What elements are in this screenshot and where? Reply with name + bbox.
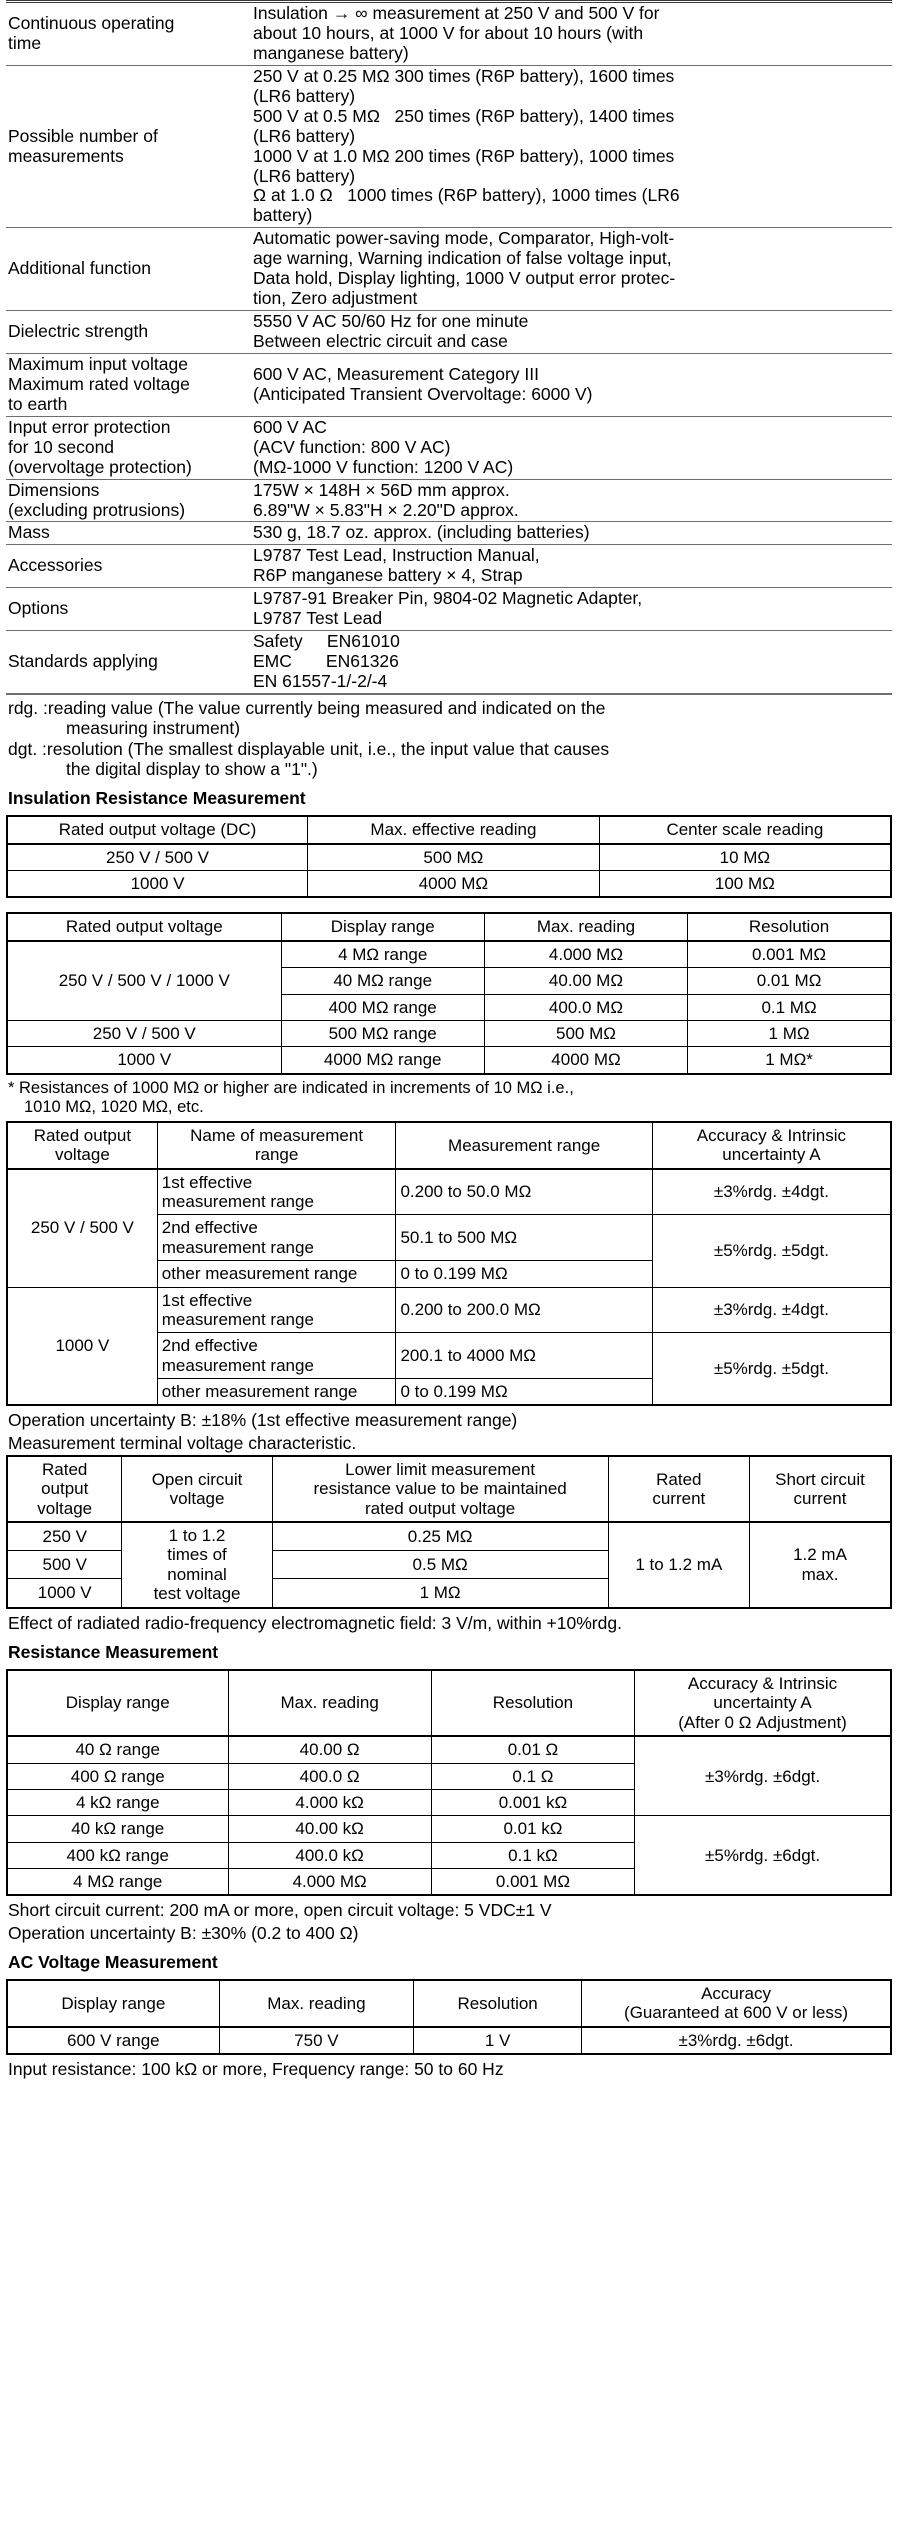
column-header-accuracy: Accuracy (Guaranteed at 600 V or less) [582, 1980, 891, 2027]
spec-key: Accessories [6, 545, 247, 588]
cell-resolution: 0.01 kΩ [431, 1816, 634, 1842]
operation-uncertainty-b-resistance: Operation uncertainty B: ±30% (0.2 to 400 Ω) [8, 1922, 359, 1943]
table-row [7, 1287, 891, 1333]
ac-voltage-measurement-table [6, 1979, 892, 2055]
cell-measurement-range: 0 to 0.199 MΩ [396, 1379, 652, 1406]
cell-max-reading: 40.00 kΩ [228, 1816, 431, 1842]
table-row [6, 588, 892, 631]
section-heading-insulation: Insulation Resistance Measurement [8, 788, 306, 809]
cell-rated-voltage: 250 V [7, 1522, 122, 1551]
cell-open-circuit-voltage: 1 to 1.2 times of nominal test voltage [122, 1522, 272, 1608]
table-row [6, 522, 892, 545]
table-row [6, 353, 892, 416]
cell-resolution: 1 V [414, 2027, 582, 2054]
cell-accuracy: ±3%rdg. ±6dgt. [582, 2027, 891, 2054]
cell-max-reading: 750 V [219, 2027, 413, 2054]
cell-rated-voltage-group: 1000 V [7, 1287, 157, 1405]
table-row [6, 416, 892, 479]
cell-accuracy: ±5%rdg. ±5dgt. [652, 1333, 891, 1406]
footnote-line1: * Resistances of 1000 MΩ or higher are indicated in increments of 10 MΩ i.e., [8, 1078, 574, 1097]
spec-key: Possible number of measurements [6, 65, 247, 228]
column-header-resolution: Resolution [688, 913, 891, 940]
table-row [6, 65, 892, 228]
cell-range-name: 2nd effective measurement range [157, 1215, 396, 1261]
cell-display-range: 40 kΩ range [7, 1816, 228, 1842]
column-header-max-reading: Max. reading [219, 1980, 413, 2027]
cell-display-range: 40 MΩ range [281, 968, 484, 994]
column-header-max-reading: Max. reading [484, 913, 687, 940]
cell-accuracy: ±3%rdg. ±4dgt. [652, 1287, 891, 1333]
spec-key: Options [6, 588, 247, 631]
column-header-display-range: Display range [281, 913, 484, 940]
table-row [6, 228, 892, 311]
table-row [7, 871, 891, 898]
spec-key: Standards applying [6, 631, 247, 694]
cell-max-reading: 400.0 Ω [228, 1763, 431, 1789]
ac-voltage-input-resistance-note: Input resistance: 100 kΩ or more, Frequency range: 50 to 60 Hz [8, 2059, 504, 2080]
cell-range-name: other measurement range [157, 1261, 396, 1287]
cell-resolution: 0.1 Ω [431, 1763, 634, 1789]
column-header-center-scale-reading: Center scale reading [599, 816, 891, 843]
spec-key: Maximum input voltage Maximum rated voltage to earth [6, 353, 247, 416]
cell-lower-limit-resistance: 0.5 MΩ [272, 1551, 608, 1579]
general-specifications-table [6, 0, 892, 695]
cell-display-range: 400 Ω range [7, 1763, 228, 1789]
cell-max-reading: 400.0 kΩ [228, 1842, 431, 1868]
cell-range-name: 2nd effective measurement range [157, 1333, 396, 1379]
cell-resolution: 0.01 MΩ [688, 968, 891, 994]
table-row [7, 941, 891, 968]
cell-display-range: 4 MΩ range [281, 941, 484, 968]
cell-max-effective-reading: 500 MΩ [308, 844, 600, 871]
column-header-name-of-measurement-range: Name of measurement range [157, 1122, 396, 1169]
cell-lower-limit-resistance: 0.25 MΩ [272, 1522, 608, 1551]
column-header-display-range: Display range [7, 1980, 219, 2027]
cell-rated-current: 1 to 1.2 mA [608, 1522, 749, 1608]
cell-max-effective-reading: 4000 MΩ [308, 871, 600, 898]
column-header-short-circuit-current: Short circuit current [750, 1456, 891, 1522]
table-row [7, 2027, 891, 2054]
terminal-voltage-characteristic-label: Measurement terminal voltage characteristic. [8, 1432, 357, 1453]
cell-lower-limit-resistance: 1 MΩ [272, 1579, 608, 1608]
spec-value: Safety EN61010 EMC EN61326 EN 61557-1/-2/-4 [247, 631, 892, 694]
spec-key: Input error protection for 10 second (overvoltage protection) [6, 416, 247, 479]
spec-value: 600 V AC (ACV function: 800 V AC) (MΩ-1000 V function: 1200 V AC) [247, 416, 892, 479]
cell-measurement-range: 0.200 to 200.0 MΩ [396, 1287, 652, 1333]
footnote-line2: 1010 MΩ, 1020 MΩ, etc. [24, 1097, 204, 1116]
column-header-open-circuit-voltage: Open circuit voltage [122, 1456, 272, 1522]
cell-resolution: 1 MΩ* [688, 1047, 891, 1074]
table-row [7, 844, 891, 871]
short-circuit-current-note: Short circuit current: 200 mA or more, open circuit voltage: 5 VDC±1 V [8, 1900, 552, 1921]
spec-value: L9787 Test Lead, Instruction Manual, R6P manganese battery × 4, Strap [247, 545, 892, 588]
spec-key: Dielectric strength [6, 311, 247, 354]
cell-max-reading: 4.000 MΩ [484, 941, 687, 968]
general-specifications-body [6, 2, 892, 694]
cell-max-reading: 40.00 Ω [228, 1736, 431, 1763]
table-header-row [7, 1456, 891, 1522]
cell-measurement-range: 0.200 to 50.0 MΩ [396, 1169, 652, 1215]
column-header-max-effective-reading: Max. effective reading [308, 816, 600, 843]
cell-resolution: 0.1 kΩ [431, 1842, 634, 1868]
rdg-definition-line2: measuring instrument) [66, 718, 241, 739]
cell-display-range: 600 V range [7, 2027, 219, 2054]
table-header-row [7, 913, 891, 940]
cell-max-reading: 4.000 kΩ [228, 1789, 431, 1815]
table-row [6, 479, 892, 522]
table-header-row [7, 1670, 891, 1736]
insulation-display-range-table [6, 912, 892, 1074]
spec-key: Continuous operating time [8, 12, 175, 53]
column-header-display-range: Display range [7, 1670, 228, 1736]
cell-accuracy: ±5%rdg. ±5dgt. [652, 1215, 891, 1287]
rdg-definition-line1: rdg. :reading value (The value currently being measured and indicated on the [8, 697, 606, 718]
cell-display-range: 4 kΩ range [7, 1789, 228, 1815]
table-row [7, 1816, 891, 1842]
cell-resolution: 0.001 MΩ [431, 1869, 634, 1896]
cell-rated-voltage-group: 250 V / 500 V / 1000 V [7, 941, 281, 1021]
cell-measurement-range: 200.1 to 4000 MΩ [396, 1333, 652, 1379]
spec-value: 530 g, 18.7 oz. approx. (including batteries) [247, 522, 892, 545]
glossary-note [6, 698, 892, 779]
resolution-footnote [8, 1079, 892, 1117]
table-header-row [7, 816, 891, 843]
table-header-row [7, 1122, 891, 1169]
column-header-resolution: Resolution [431, 1670, 634, 1736]
cell-accuracy: ±3%rdg. ±6dgt. [635, 1736, 891, 1816]
spec-key: Mass [6, 522, 247, 545]
cell-max-reading: 500 MΩ [484, 1020, 687, 1046]
emc-field-note: Effect of radiated radio-frequency electromagnetic field: 3 V/m, within +10%rdg. [8, 1612, 622, 1633]
cell-display-range: 4000 MΩ range [281, 1047, 484, 1074]
table-header-row [7, 1980, 891, 2027]
cell-display-range: 4 MΩ range [7, 1869, 228, 1896]
resistance-measurement-table [6, 1669, 892, 1896]
cell-accuracy: ±3%rdg. ±4dgt. [652, 1169, 891, 1215]
column-header-rated-output-voltage: Rated output voltage [7, 1456, 122, 1522]
spec-value: Automatic power-saving mode, Comparator, High-volt- age warning, Warning indication of false voltage input, Data hold, Display lighting, 1000 V output error protec- tion, Zero adjustment [247, 228, 892, 311]
column-header-rated-output-voltage: Rated output voltage [7, 1122, 157, 1169]
column-header-rated-current: Rated current [608, 1456, 749, 1522]
cell-resolution: 0.01 Ω [431, 1736, 634, 1763]
table-row [7, 1736, 891, 1763]
cell-center-scale-reading: 10 MΩ [599, 844, 891, 871]
cell-max-reading: 4.000 MΩ [228, 1869, 431, 1896]
cell-max-reading: 400.0 MΩ [484, 994, 687, 1020]
section-heading-ac-voltage: AC Voltage Measurement [8, 1951, 218, 1972]
cell-max-reading: 40.00 MΩ [484, 968, 687, 994]
spec-value: 600 V AC, Measurement Category III (Anticipated Transient Overvoltage: 6000 V) [247, 353, 892, 416]
cell-measurement-range: 50.1 to 500 MΩ [396, 1215, 652, 1261]
column-header-resolution: Resolution [414, 1980, 582, 2027]
operation-uncertainty-b-insulation: Operation uncertainty B: ±18% (1st effective measurement range) [8, 1410, 518, 1431]
cell-rated-voltage: 500 V [7, 1551, 122, 1579]
table-row [6, 631, 892, 694]
dgt-definition-line1: dgt. :resolution (The smallest displayable unit, i.e., the input value that causes [8, 738, 610, 759]
cell-range-name: 1st effective measurement range [157, 1287, 396, 1333]
cell-resolution: 0.001 MΩ [688, 941, 891, 968]
cell-rated-voltage: 1000 V [7, 1047, 281, 1074]
column-header-rated-output-voltage-dc: Rated output voltage (DC) [7, 816, 308, 843]
table-row [6, 2, 892, 66]
spec-value: 250 V at 0.25 MΩ 300 times (R6P battery), 1600 times (LR6 battery) 500 V at 0.5 MΩ 250 times (R6P battery), 1400 times (LR6 battery) 1000 V at 1.0 MΩ 200 times (R6P battery), 1000 times (LR6 battery) Ω at 1.0 Ω 1000 times (R6P battery), 1000 times (LR6 battery) [247, 65, 892, 228]
table-row [6, 311, 892, 354]
cell-display-range: 40 Ω range [7, 1736, 228, 1763]
insulation-effective-reading-table [6, 815, 892, 898]
dgt-definition-line2: the digital display to show a "1".) [66, 758, 318, 779]
cell-rated-voltage: 250 V / 500 V [7, 1020, 281, 1046]
cell-display-range: 500 MΩ range [281, 1020, 484, 1046]
cell-range-name: other measurement range [157, 1379, 396, 1406]
cell-display-range: 400 MΩ range [281, 994, 484, 1020]
spec-value: Insulation → ∞ measurement at 250 V and 500 V for about 10 hours, at 1000 V for about 10 hours (with manganese battery) [253, 3, 660, 63]
column-header-lower-limit-resistance: Lower limit measurement resistance value to be maintained rated output voltage [272, 1456, 608, 1522]
cell-measurement-range: 0 to 0.199 MΩ [396, 1261, 652, 1287]
cell-rated-voltage-group: 250 V / 500 V [7, 1169, 157, 1287]
cell-max-reading: 4000 MΩ [484, 1047, 687, 1074]
cell-display-range: 400 kΩ range [7, 1842, 228, 1868]
cell-rated-voltage: 1000 V [7, 1579, 122, 1608]
table-row [7, 1047, 891, 1074]
cell-short-circuit-current: 1.2 mA max. [750, 1522, 891, 1608]
table-row [7, 1020, 891, 1046]
cell-resolution: 1 MΩ [688, 1020, 891, 1046]
column-header-accuracy-intrinsic-uncertainty: Accuracy & Intrinsic uncertainty A [652, 1122, 891, 1169]
spec-key: Additional function [6, 228, 247, 311]
insulation-accuracy-table [6, 1121, 892, 1407]
table-row [6, 545, 892, 588]
spec-value: L9787-91 Breaker Pin, 9804-02 Magnetic Adapter, L9787 Test Lead [247, 588, 892, 631]
cell-center-scale-reading: 100 MΩ [599, 871, 891, 898]
table-row [7, 1522, 891, 1551]
cell-resolution: 0.1 MΩ [688, 994, 891, 1020]
section-heading-resistance: Resistance Measurement [8, 1641, 219, 1662]
spec-key: Dimensions (excluding protrusions) [6, 479, 247, 522]
table-row [7, 1169, 891, 1215]
column-header-accuracy-intrinsic-uncertainty: Accuracy & Intrinsic uncertainty A (After 0 Ω Adjustment) [635, 1670, 891, 1736]
column-header-rated-output-voltage: Rated output voltage [7, 913, 281, 940]
terminal-voltage-characteristic-table [6, 1455, 892, 1609]
spec-value: 5550 V AC 50/60 Hz for one minute Between electric circuit and case [247, 311, 892, 354]
cell-range-name: 1st effective measurement range [157, 1169, 396, 1215]
spec-value: 175W × 148H × 56D mm approx. 6.89"W × 5.83"H × 2.20"D approx. [247, 479, 892, 522]
column-header-max-reading: Max. reading [228, 1670, 431, 1736]
cell-rated-voltage: 250 V / 500 V [7, 844, 308, 871]
column-header-measurement-range: Measurement range [396, 1122, 652, 1169]
cell-rated-voltage: 1000 V [7, 871, 308, 898]
cell-accuracy: ±5%rdg. ±6dgt. [635, 1816, 891, 1896]
cell-resolution: 0.001 kΩ [431, 1789, 634, 1815]
